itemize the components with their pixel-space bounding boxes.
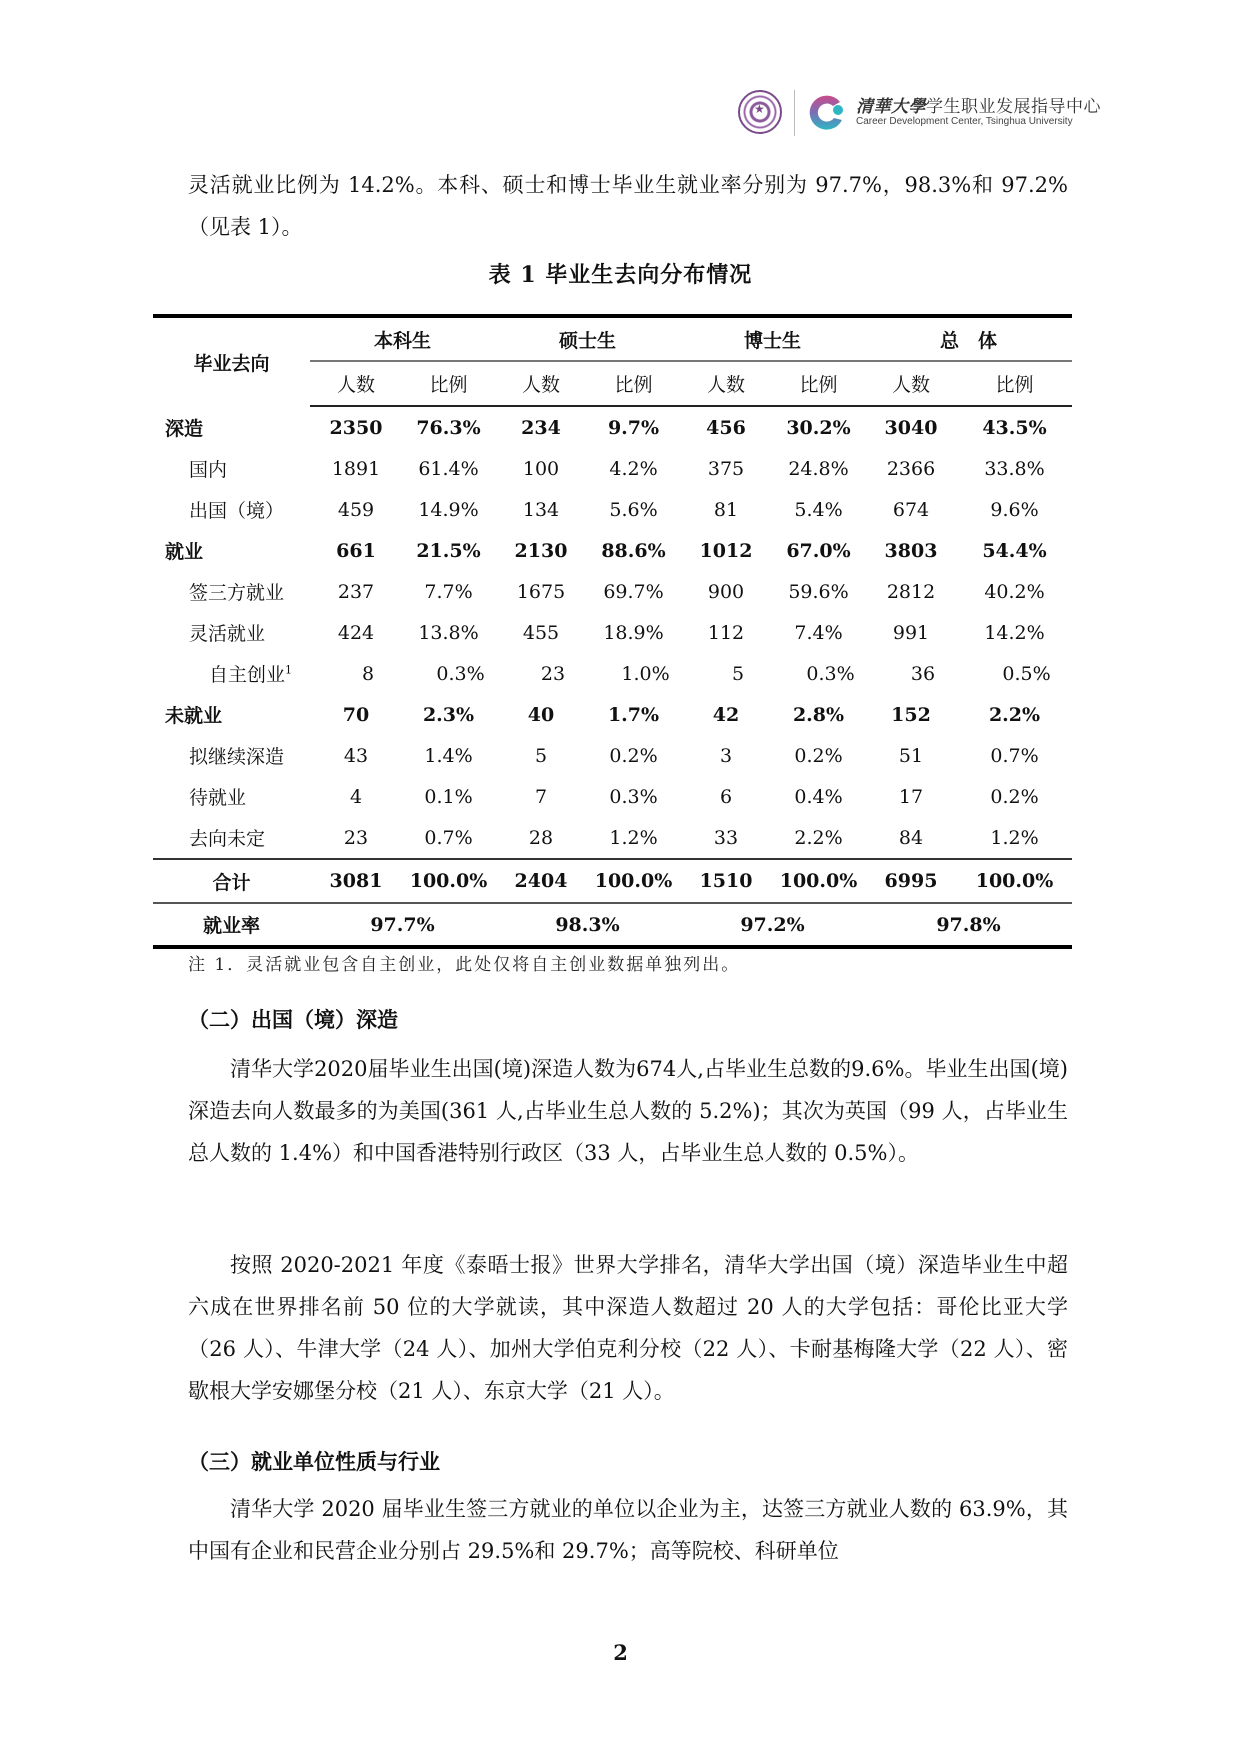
intro-paragraph: 灵活就业比例为 14.2%。本科、硕士和博士毕业生就业率分别为 97.7%，98.3%和 97.2%（见表 1）。 <box>188 173 1068 239</box>
cell: 2812 <box>886 580 936 603</box>
cell: 14.2% <box>984 621 1045 644</box>
cell: 14.9% <box>418 498 479 521</box>
table-row <box>153 817 1072 859</box>
cell: 0.3% <box>806 662 855 685</box>
cell: 0.3% <box>436 662 485 685</box>
cell: 0.5% <box>1002 662 1051 685</box>
cell: 2366 <box>886 457 936 480</box>
cell: 2.2% <box>988 703 1041 726</box>
cell: 28 <box>528 826 554 849</box>
cell: 43.5% <box>982 416 1047 439</box>
cell: 21.5% <box>416 539 481 562</box>
cell: 2130 <box>514 539 568 562</box>
page-number: 2 <box>613 1640 628 1665</box>
destination-table <box>153 314 1072 949</box>
cell: 2.2% <box>794 826 843 849</box>
row-label: 深造 <box>165 417 204 440</box>
cell: 70 <box>342 703 370 726</box>
footnote-marker: 1 <box>285 663 293 677</box>
cell: 424 <box>337 621 375 644</box>
cell: 6995 <box>865 859 957 903</box>
table-row <box>153 776 1072 817</box>
header-logo <box>738 86 1101 142</box>
cell: 1.2% <box>609 826 658 849</box>
cell: 0.2% <box>794 744 843 767</box>
cell: 900 <box>707 580 745 603</box>
section-heading-employer-type: （三）就业单位性质与行业 <box>188 1449 440 1474</box>
row-label: 灵活就业 <box>189 623 266 645</box>
cell: 237 <box>337 580 375 603</box>
cell: 0.7% <box>990 744 1039 767</box>
cell: 0.4% <box>794 785 843 808</box>
row-label: 签三方就业 <box>189 582 285 604</box>
cell: 97.8% <box>865 903 1072 947</box>
table-row <box>153 653 1072 694</box>
group-header: 硕士生 <box>495 316 680 361</box>
cell: 9.7% <box>607 416 660 439</box>
row-label: 国内 <box>189 459 228 481</box>
row-label: 待就业 <box>189 787 247 809</box>
cell: 1.2% <box>990 826 1039 849</box>
table-body <box>153 406 1072 859</box>
cell: 1510 <box>680 859 772 903</box>
cell: 3081 <box>310 859 402 903</box>
group-header: 总 体 <box>865 316 1072 361</box>
cell: 234 <box>521 416 561 439</box>
cell: 991 <box>892 621 930 644</box>
row-header: 毕业去向 <box>153 316 310 406</box>
cell: 3803 <box>884 539 938 562</box>
cell: 59.6% <box>788 580 849 603</box>
cell: 0.3% <box>609 785 658 808</box>
table-row-employment-rate <box>153 903 1072 947</box>
cell: 43 <box>343 744 369 767</box>
cell: 33.8% <box>984 457 1045 480</box>
row-label: 就业 <box>165 541 204 563</box>
cell: 76.3% <box>416 416 481 439</box>
university-seal-icon <box>738 90 782 134</box>
cell: 134 <box>522 498 560 521</box>
cell: 97.2% <box>680 903 865 947</box>
row-label: 合计 <box>153 859 310 903</box>
table-row <box>153 694 1072 735</box>
cell: 40 <box>527 703 555 726</box>
career-center-c-icon <box>806 92 846 132</box>
sub-header: 比例 <box>587 361 680 406</box>
sub-header: 人数 <box>310 361 402 406</box>
cell: 3040 <box>884 416 938 439</box>
cell: 455 <box>522 621 560 644</box>
table-row <box>153 735 1072 776</box>
logo-divider <box>794 90 795 136</box>
cell: 7.7% <box>424 580 473 603</box>
cell: 9.6% <box>990 498 1039 521</box>
cell: 6 <box>719 785 733 808</box>
table-row <box>153 448 1072 489</box>
sub-header: 人数 <box>495 361 587 406</box>
table-row <box>153 530 1072 571</box>
cell: 13.8% <box>418 621 479 644</box>
row-label: 去向未定 <box>189 828 266 850</box>
cell: 459 <box>337 498 375 521</box>
cell: 7 <box>534 785 548 808</box>
cell: 661 <box>336 539 376 562</box>
cell: 23 <box>343 826 369 849</box>
paragraph: 清华大学2020届毕业生出国(境)深造人数为674人,占毕业生总数的9.6%。毕业生出国(境)深造去向人数最多的为美国(361 人,占毕业生总人数的 5.2%)；其次为英国（99 人，占毕业生总人数的 1.4%）和中国香港特别行政区（33 人，占毕业生总人数的 0.5%）。 <box>188 1057 1068 1165</box>
row-label: 自主创业$^1$ <box>209 663 293 686</box>
table-footnote: 注 1．灵活就业包含自主创业，此处仅将自主创业数据单独列出。 <box>188 955 741 975</box>
cell: 40.2% <box>984 580 1045 603</box>
cell: 81 <box>713 498 739 521</box>
sub-header: 人数 <box>865 361 957 406</box>
cell: 5 <box>731 662 745 685</box>
table-title: 表 1 毕业生去向分布情况 <box>488 262 753 288</box>
cell: 4 <box>349 785 363 808</box>
cell: 1891 <box>331 457 381 480</box>
cell: 8 <box>361 662 375 685</box>
cell: 17 <box>898 785 924 808</box>
cell: 100 <box>522 457 560 480</box>
row-label: 就业率 <box>153 903 310 947</box>
cell: 36 <box>910 662 936 685</box>
cell: 674 <box>892 498 930 521</box>
cell: 1012 <box>699 539 753 562</box>
row-label: 拟继续深造 <box>189 746 285 768</box>
cell: 152 <box>891 703 931 726</box>
cell: 0.7% <box>424 826 473 849</box>
table-row <box>153 406 1072 448</box>
cell: 375 <box>707 457 745 480</box>
cell: 97.7% <box>310 903 495 947</box>
cell: 98.3% <box>495 903 680 947</box>
cell: 0.2% <box>990 785 1039 808</box>
cell: 51 <box>898 744 924 767</box>
cell: 100.0% <box>587 859 680 903</box>
cell: 5.4% <box>794 498 843 521</box>
cell: 69.7% <box>603 580 664 603</box>
table-row <box>153 612 1072 653</box>
cell: 4.2% <box>609 457 658 480</box>
cell: 18.9% <box>603 621 664 644</box>
group-header: 博士生 <box>680 316 865 361</box>
sub-header: 比例 <box>402 361 495 406</box>
sub-header: 人数 <box>680 361 772 406</box>
cell: 33 <box>713 826 739 849</box>
cell: 1675 <box>516 580 566 603</box>
cell: 30.2% <box>786 416 851 439</box>
cell: 100.0% <box>402 859 495 903</box>
row-label: 未就业 <box>165 705 223 727</box>
cell: 24.8% <box>788 457 849 480</box>
cell: 0.1% <box>424 785 473 808</box>
cell: 2350 <box>329 416 383 439</box>
cell: 2.8% <box>792 703 845 726</box>
cell: 100.0% <box>957 859 1072 903</box>
cell: 2.3% <box>422 703 475 726</box>
table-row <box>153 489 1072 530</box>
cell: 7.4% <box>794 621 843 644</box>
cell: 2404 <box>495 859 587 903</box>
logo-english-name: Career Development Center, Tsinghua University <box>856 116 1073 127</box>
logo-chinese-name: 清華大學学生职业发展指导中心 <box>856 97 1101 117</box>
cell: 61.4% <box>418 457 479 480</box>
cell: 1.7% <box>607 703 660 726</box>
paragraph: 按照 2020-2021 年度《泰晤士报》世界大学排名，清华大学出国（境）深造毕业生中超六成在世界排名前 50 位的大学就读，其中深造人数超过 20 人的大学包括：哥伦比亚大学（26 人）、牛津大学（24 人）、加州大学伯克利分校（22 人）、卡耐基梅隆大学（22 人）、密歇根大学安娜堡分校（21 人）、东京大学（21 人）。 <box>188 1253 1068 1403</box>
cell: 88.6% <box>601 539 666 562</box>
cell: 5.6% <box>609 498 658 521</box>
group-header: 本科生 <box>310 316 495 361</box>
sub-header: 比例 <box>957 361 1072 406</box>
cell: 1.4% <box>424 744 473 767</box>
cell: 5 <box>534 744 548 767</box>
cell: 54.4% <box>982 539 1047 562</box>
cell: 112 <box>707 621 745 644</box>
sub-header: 比例 <box>772 361 865 406</box>
cell: 456 <box>706 416 746 439</box>
cell: 42 <box>712 703 740 726</box>
cell: 0.2% <box>609 744 658 767</box>
table-row <box>153 571 1072 612</box>
cell: 1.0% <box>621 662 670 685</box>
table-row-total <box>153 859 1072 903</box>
row-label: 出国（境） <box>189 500 285 522</box>
paragraph: 清华大学 2020 届毕业生签三方就业的单位以企业为主，达签三方就业人数的 63.9%，其中国有企业和民营企业分别占 29.5%和 29.7%；高等院校、科研单位 <box>188 1497 1068 1563</box>
cell: 67.0% <box>786 539 851 562</box>
cell: 23 <box>540 662 566 685</box>
cell: 3 <box>719 744 733 767</box>
cell: 100.0% <box>772 859 865 903</box>
cell: 84 <box>898 826 924 849</box>
section-heading-study-abroad: （二）出国（境）深造 <box>188 1007 398 1032</box>
